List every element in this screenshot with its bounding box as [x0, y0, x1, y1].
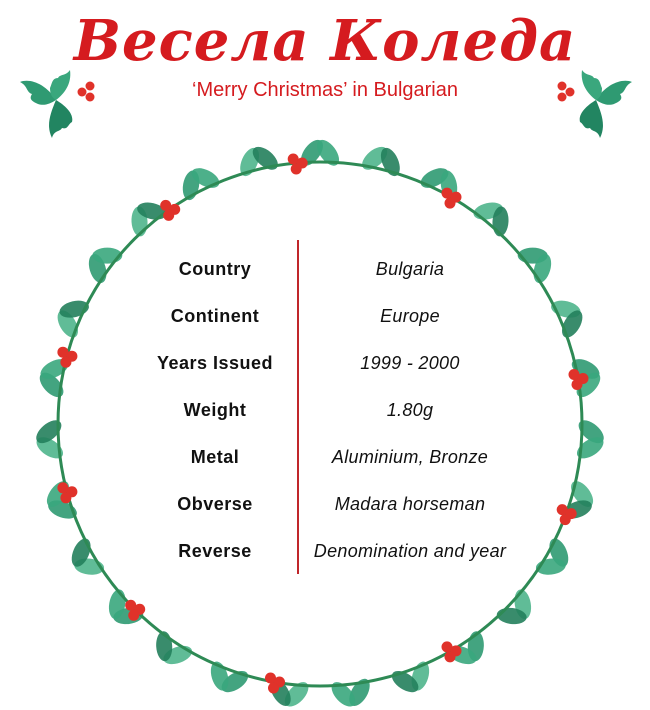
table-row	[130, 246, 510, 292]
page-subtitle: ‘Merry Christmas’ in Bulgarian	[192, 79, 458, 101]
row-label: Metal	[190, 447, 240, 467]
row-label: Continent	[170, 306, 260, 326]
holly-berry	[268, 683, 279, 694]
holly-berry	[60, 357, 71, 368]
holly-berry	[128, 610, 139, 621]
holly-berry	[572, 379, 583, 390]
holly-berry	[60, 492, 71, 503]
table-row	[130, 387, 510, 433]
table-row	[130, 340, 510, 386]
row-label: Years Issued	[156, 353, 274, 373]
table-row	[130, 481, 510, 527]
page-title: Весела Коледа	[73, 8, 577, 74]
table-row	[130, 528, 510, 574]
row-value: Bulgaria	[375, 259, 445, 279]
row-value: 1999 - 2000	[360, 353, 460, 373]
row-value: Madara horseman	[334, 494, 486, 514]
row-label: Obverse	[177, 494, 253, 514]
table-row	[130, 293, 510, 339]
row-value: 1.80g	[386, 400, 434, 420]
holly-berry	[445, 651, 456, 662]
row-label: Reverse	[178, 541, 252, 561]
row-value: Denomination and year	[313, 541, 507, 561]
table-row	[130, 434, 510, 480]
holly-berry	[291, 164, 302, 175]
holly-berry	[560, 514, 571, 525]
row-label: Country	[178, 259, 252, 279]
row-label: Weight	[183, 400, 247, 420]
row-value: Aluminium, Bronze	[331, 447, 489, 467]
holly-berry	[445, 198, 456, 209]
holly-berry	[163, 210, 174, 221]
row-value: Europe	[380, 306, 440, 326]
